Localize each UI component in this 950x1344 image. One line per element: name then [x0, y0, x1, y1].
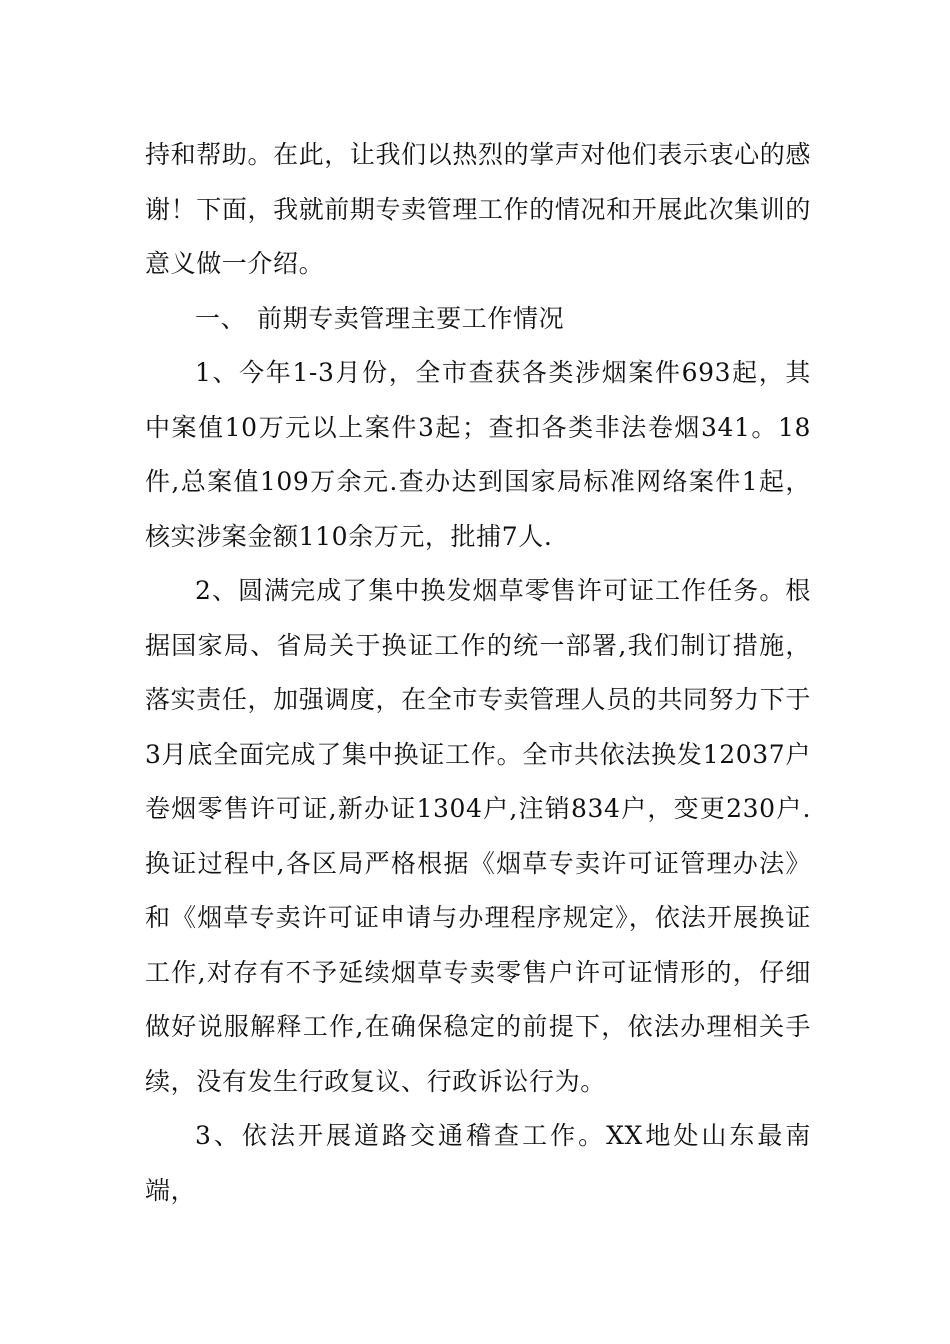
paragraph-item-2: 2、圆满完成了集中换发烟草零售许可证工作任务。根据国家局、省局关于换证工作的统一部署,我们制订措施，落实责任，加强调度，在全市专卖管理人员的共同努力下于3月底全面完成了集中换证工作。全市共依法换发12037户卷烟零售许可证,新办证1304户,注销834户，变更230户.换证过程中,各区局严格根据《烟草专卖许可证管理办法》和《烟草专卖许可证申请与办理程序规定》，依法开展换证工作,对存有不予延续烟草专卖零售户许可证情形的，仔细做好说服解释工作,在确保稳定的前提下，依法办理相关手续，没有发生行政复议、行政诉讼行为。 — [145, 576, 811, 1096]
paragraph-item-1: 1、今年1-3月份，全市查获各类涉烟案件693起，其中案值10万元以上案件3起；查扣各类非法卷烟341。18件,总案值109万余元.查办达到国家局标准网络案件1起，核实涉案金额110余万元，批捕7人. — [145, 358, 811, 551]
section-heading — [145, 292, 811, 347]
paragraph-item-3: 3、依法开展道路交通稽查工作。XX地处山东最南端， — [145, 1121, 811, 1205]
document-body — [145, 128, 811, 1218]
section-title: 前期专卖管理主要工作情况 — [257, 303, 565, 333]
paragraph-intro: 持和帮助。在此，让我们以热烈的掌声对他们表示衷心的感谢！下面，我就前期专卖管理工作的情况和开展此次集训的意义做一介绍。 — [145, 140, 811, 278]
section-number: 一、 — [195, 303, 247, 333]
